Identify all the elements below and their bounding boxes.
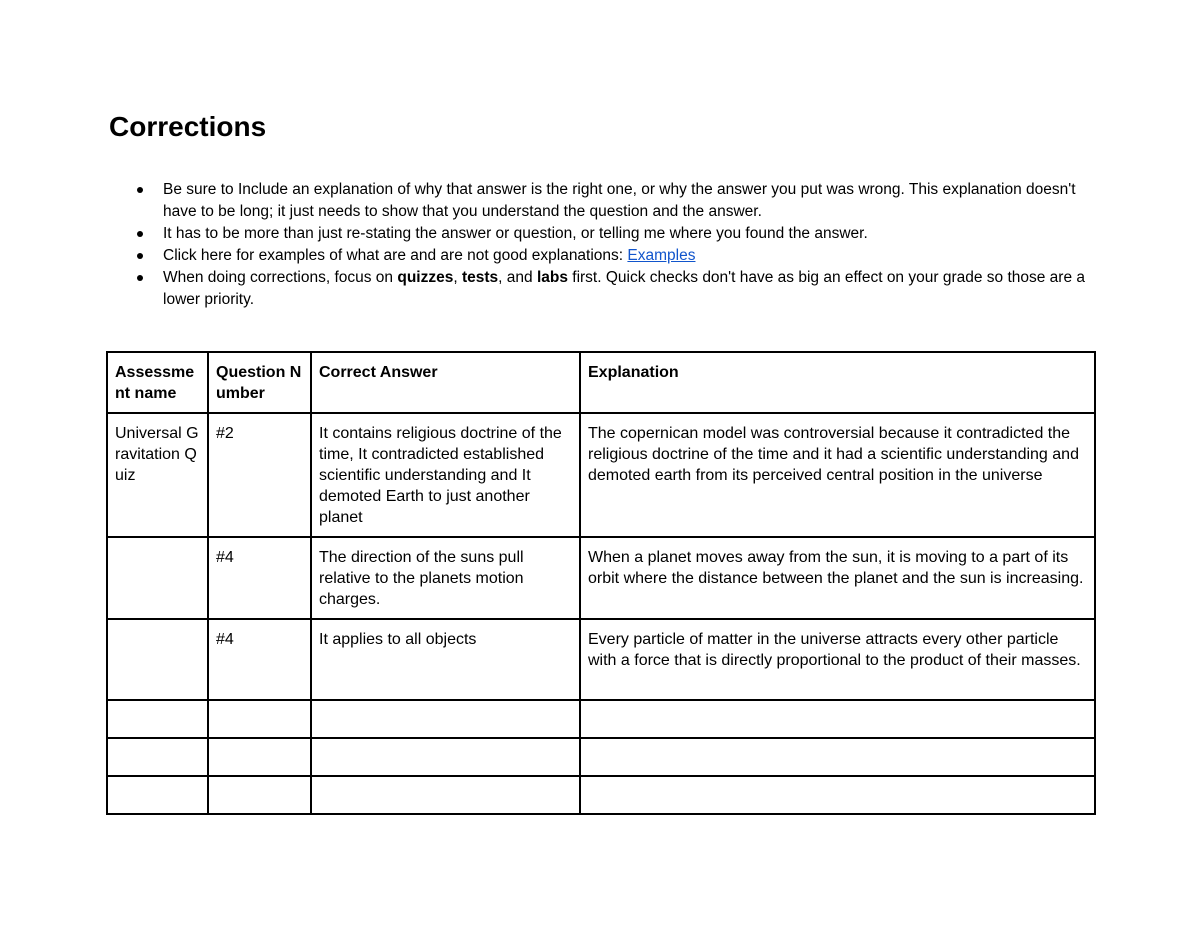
cell-explanation[interactable] <box>580 738 1095 776</box>
cell-explanation[interactable] <box>580 776 1095 814</box>
bullet-text: It has to be more than just re-stating the answer or question, or telling me where you found the answer. <box>163 225 868 242</box>
table-row <box>107 619 1095 700</box>
cell-question-number[interactable] <box>208 738 311 776</box>
bullet-text: Click here for examples of what are and are not good explanations: <box>163 247 628 264</box>
bullet-icon <box>137 275 143 281</box>
bullet-text: When doing corrections, focus on <box>163 269 398 286</box>
cell-assessment-name[interactable] <box>107 738 208 776</box>
cell-assessment-name[interactable] <box>107 776 208 814</box>
header-question-number: Question Number <box>208 352 311 413</box>
cell-explanation[interactable]: When a planet moves away from the sun, it is moving to a part of its orbit where the distance between the planet and the sun is increasing. <box>580 537 1095 619</box>
header-correct-answer: Correct Answer <box>311 352 580 413</box>
bullet-text: first. Quick checks don't have as big an effect on your grade so those are a lower priority. <box>163 269 1086 308</box>
table-row <box>107 413 1095 537</box>
cell-correct-answer[interactable] <box>311 700 580 738</box>
cell-correct-answer[interactable]: It contains religious doctrine of the time, It contradicted established scientific understanding and It demoted Earth to just another planet <box>311 413 580 537</box>
emphasis-labs: labs <box>536 269 568 286</box>
cell-explanation[interactable]: Every particle of matter in the universe attracts every other particle with a force that is directly proportional to the product of their masses. <box>580 619 1095 700</box>
instructions-list <box>163 179 1093 311</box>
table-row <box>107 738 1095 776</box>
list-item <box>163 223 1093 245</box>
corrections-table <box>106 351 1096 815</box>
header-assessment-name: Assessment name <box>107 352 208 413</box>
cell-assessment-name[interactable] <box>107 700 208 738</box>
bullet-icon <box>137 187 143 193</box>
page-title: Corrections <box>109 111 267 142</box>
cell-correct-answer[interactable] <box>311 738 580 776</box>
cell-correct-answer[interactable]: The direction of the suns pull relative to the planets motion charges. <box>311 537 580 619</box>
emphasis-tests: tests <box>461 269 499 286</box>
table-header-row <box>107 352 1095 413</box>
cell-question-number[interactable] <box>208 700 311 738</box>
cell-assessment-name[interactable]: Universal Gravitation Quiz <box>107 413 208 537</box>
cell-question-number[interactable] <box>208 776 311 814</box>
cell-question-number[interactable]: #2 <box>208 413 311 537</box>
cell-question-number[interactable]: #4 <box>208 619 311 700</box>
table-row <box>107 537 1095 619</box>
cell-correct-answer[interactable] <box>311 776 580 814</box>
header-explanation: Explanation <box>580 352 1095 413</box>
cell-assessment-name[interactable] <box>107 619 208 700</box>
list-item <box>163 245 1093 267</box>
bullet-icon <box>137 253 143 259</box>
list-item <box>163 267 1093 311</box>
bullet-icon <box>137 231 143 237</box>
cell-correct-answer[interactable]: It applies to all objects <box>311 619 580 700</box>
table-row <box>107 776 1095 814</box>
bullet-text: Be sure to Include an explanation of why that answer is the right one, or why the answer you put was wrong. This explanation doesn't have to be long; it just needs to show that you understand the question and the answer. <box>163 181 1076 220</box>
examples-link[interactable]: Examples <box>627 247 696 264</box>
bullet-text: , <box>453 269 462 286</box>
cell-explanation[interactable]: The copernican model was controversial because it contradicted the religious doctrine of the time and it had a scientific understanding and demoted earth from its perceived central position in the universe <box>580 413 1095 537</box>
cell-assessment-name[interactable] <box>107 537 208 619</box>
list-item <box>163 179 1093 223</box>
cell-question-number[interactable]: #4 <box>208 537 311 619</box>
table-row <box>107 700 1095 738</box>
bullet-text: , and <box>498 269 537 286</box>
emphasis-quizzes: quizzes <box>397 269 454 286</box>
cell-explanation[interactable] <box>580 700 1095 738</box>
